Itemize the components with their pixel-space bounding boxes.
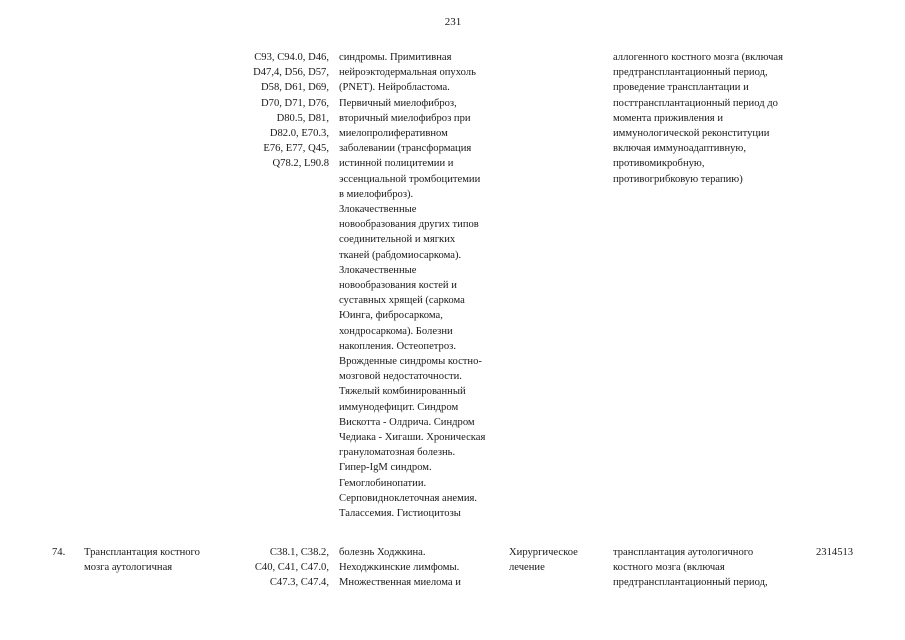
diagnosis-line: мозговой недостаточности. — [339, 371, 462, 383]
method-cell — [613, 50, 813, 187]
icd-code-line: C47.3, C47.4, — [269, 577, 329, 589]
icd-codes-cell — [225, 545, 329, 591]
method-line: посттрансплантационный период до — [613, 97, 778, 109]
diagnosis-cell — [339, 50, 509, 521]
method-line: момента приживления и — [613, 112, 723, 124]
method-line: предтрансплантационный период, — [613, 67, 768, 79]
icd-code-line: C38.1, C38.2, — [269, 547, 329, 558]
icd-code-line: D80.5, D81, — [276, 112, 329, 124]
method-line: противомикробную, — [613, 158, 705, 170]
diagnosis-line: Врожденные синдромы костно- — [339, 356, 482, 368]
method-cell — [613, 545, 813, 591]
method-line: иммунологической реконституции — [613, 128, 770, 140]
diagnosis-line: в миелофиброз). — [339, 188, 414, 200]
diagnosis-line: миелопролиферативном — [339, 128, 448, 140]
diagnosis-line: болезнь Ходжкина. — [339, 547, 426, 558]
icd-code-line: D47,4, D56, D57, — [253, 67, 329, 79]
icd-code-line: Q78.2, L90.8 — [272, 158, 329, 170]
page-number: 231 — [444, 16, 462, 28]
diagnosis-line: Злокачественные — [339, 264, 417, 276]
icd-code-line: E76, E77, Q45, — [263, 143, 329, 155]
diagnosis-line: Серповидноклеточная анемия. — [339, 492, 478, 504]
diagnosis-line: Неходжкинские лимфомы. — [339, 562, 460, 574]
icd-code-line: C93, C94.0, D46, — [254, 52, 329, 63]
diagnosis-line: Первичный миелофиброз, — [339, 97, 457, 109]
diagnosis-line: Талассемия. Гистиоцитозы — [339, 508, 461, 520]
diagnosis-line: Тяжелый комбинированный — [339, 386, 466, 398]
diagnosis-line: истинной полицитемии и — [339, 158, 454, 170]
diagnosis-line: Юинга, фибросаркома, — [339, 310, 443, 322]
procedure-name-line: Трансплантация костного — [84, 547, 200, 558]
diagnosis-line: иммунодефицит. Синдром — [339, 401, 459, 413]
method-line: включая иммуноадаптивную, — [613, 143, 746, 155]
diagnosis-line: эссенциальной тромбоцитемии — [339, 173, 481, 185]
treatment-type-cell — [509, 545, 604, 575]
icd-code-line: D70, D71, D76, — [261, 97, 329, 109]
method-line: костного мозга (включая — [613, 562, 725, 574]
diagnosis-line: Злокачественные — [339, 204, 417, 216]
diagnosis-line: суставных хрящей (саркома — [339, 295, 465, 307]
diagnosis-line: Гипер-IgM синдром. — [339, 462, 432, 474]
treatment-type-line: Хирургическое — [509, 547, 578, 558]
diagnosis-line: хондросаркома). Болезни — [339, 325, 453, 337]
method-line: трансплантация аутологичного — [613, 547, 754, 558]
procedure-name-cell — [84, 545, 224, 575]
diagnosis-line: Вискотта - Олдрича. Синдром — [339, 416, 475, 428]
diagnosis-line: синдромы. Примитивная — [339, 52, 452, 63]
method-line: аллогенного костного мозга (включая — [613, 52, 783, 63]
row-number-cell: 74. — [52, 547, 66, 558]
icd-code-line: D82.0, E70.3, — [269, 128, 329, 140]
diagnosis-line: Чедиака - Хигаши. Хроническая — [339, 432, 486, 444]
method-line: противогрибковую терапию) — [613, 173, 743, 185]
treatment-type-line: лечение — [509, 562, 545, 574]
diagnosis-cell — [339, 545, 509, 591]
icd-codes-cell — [225, 50, 329, 172]
diagnosis-line: вторичный миелофиброз при — [339, 112, 471, 124]
diagnosis-line: Гемоглобинопатии. — [339, 477, 427, 489]
diagnosis-line: (PNET). Нейробластома. — [339, 82, 450, 94]
diagnosis-line: заболевании (трансформация — [339, 143, 472, 155]
cost-cell: 2314513 — [816, 547, 854, 558]
diagnosis-line: накопления. Остеопетроз. — [339, 340, 456, 352]
diagnosis-line: новообразования других типов — [339, 219, 479, 231]
diagnosis-line: Множественная миелома и — [339, 577, 461, 589]
icd-code-line: D58, D61, D69, — [261, 82, 329, 94]
diagnosis-line: тканей (рабдомиосаркома). — [339, 249, 462, 261]
diagnosis-line: новообразования костей и — [339, 280, 457, 292]
diagnosis-line: нейроэктодермальная опухоль — [339, 67, 476, 79]
diagnosis-line: грануломатозная болезнь. — [339, 447, 456, 459]
method-line: проведение трансплантации и — [613, 82, 749, 94]
method-line: предтрансплантационный период, — [613, 577, 768, 589]
diagnosis-line: соединительной и мягких — [339, 234, 456, 246]
icd-code-line: C40, C41, C47.0, — [254, 562, 329, 574]
procedure-name-line: мозга аутологичная — [84, 562, 173, 574]
